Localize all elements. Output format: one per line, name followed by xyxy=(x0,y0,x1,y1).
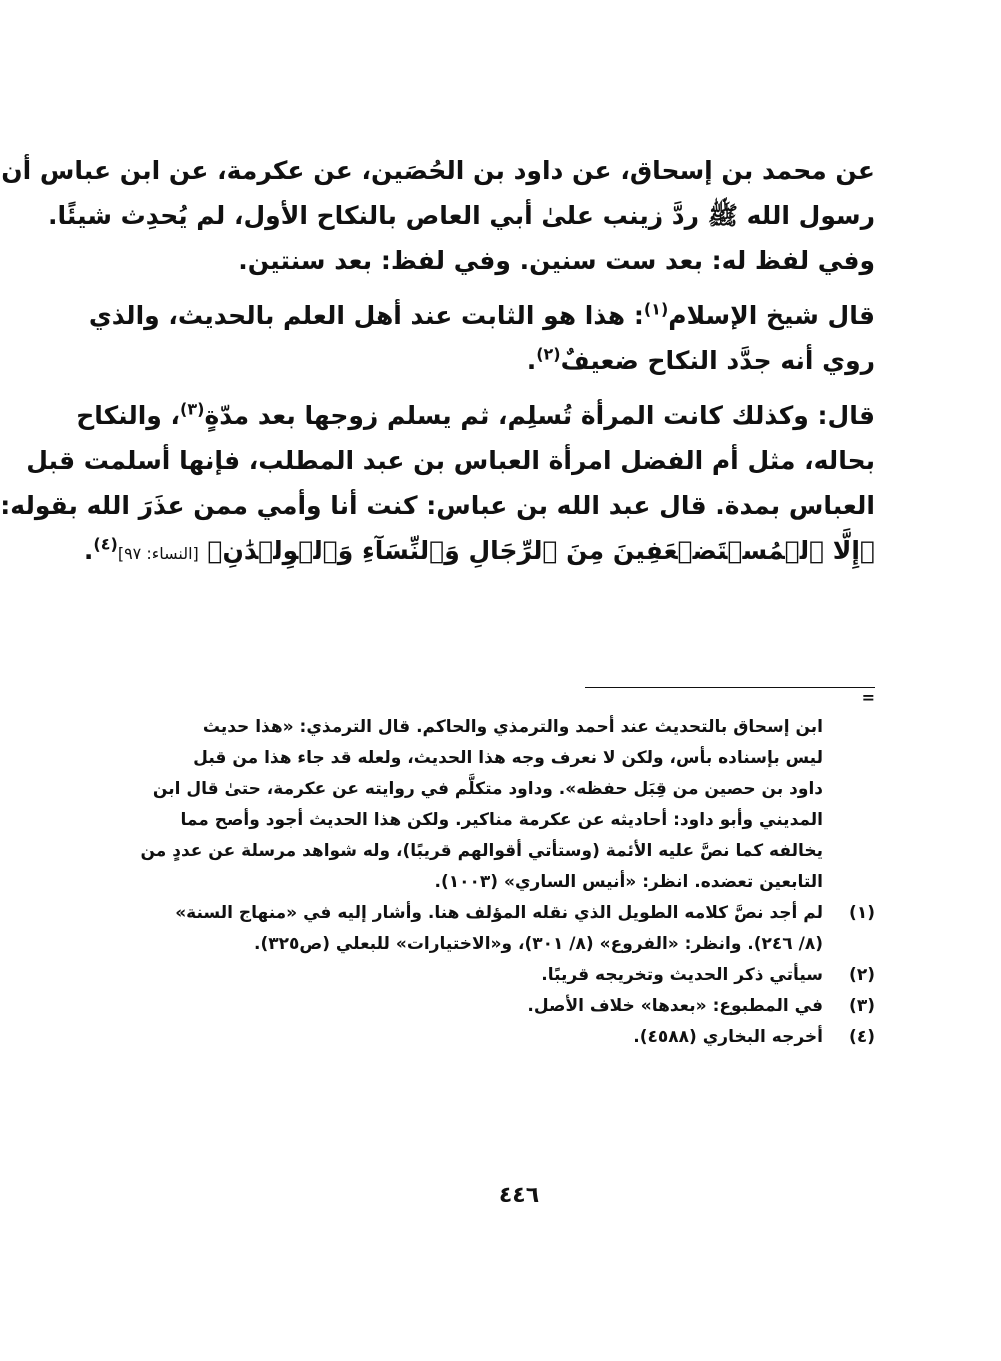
footnote-4 xyxy=(161,1022,875,1053)
paragraph-1-line-3: وفي لفظ له: بعد ست سنين. وفي لفظ: بعد سنتين. xyxy=(238,246,875,275)
quran-verse: ﴿إِلَّا ٱلۡمُسۡتَضۡعَفِينَ مِنَ ٱلرِّجَالِ وَٱلنِّسَآءِ وَٱلۡوِلۡدَٰنِ﴾ xyxy=(207,536,875,565)
footnote-line: في المطبوع: «بعدها» خلاف الأصل. xyxy=(527,996,823,1016)
footnote-ref-4: (٤) xyxy=(93,534,118,554)
paragraph-3-line-1-a: : وكذلك كانت المرأة تُسلِم، ثم يسلم زوجها بعد مدّةٍ xyxy=(204,401,828,430)
paragraph-2-end: . xyxy=(526,346,537,375)
paragraph-2-line-1 xyxy=(88,293,875,338)
footnote-ref-3: (٣) xyxy=(180,399,205,419)
footnote-number: (٤) xyxy=(849,1027,875,1047)
footnotes xyxy=(140,712,875,1053)
main-text xyxy=(0,148,875,586)
paragraph-1-line-1: عن محمد بن إسحاق، عن داود بن الحُصَين، عن عكرمة، عن ابن عباس أن xyxy=(1,156,875,185)
footnote-ref-1: (١) xyxy=(643,299,669,319)
footnote-number: (١) xyxy=(849,903,875,923)
page-number: ٤٤٦ xyxy=(498,1183,540,1208)
paragraph-3-line-1-b: ، والنكاح xyxy=(76,401,181,430)
footnote-1 xyxy=(161,898,875,960)
quran-reference: [النساء: ٩٧] xyxy=(117,544,199,563)
paragraph-1-line-2: رسول الله ﷺ ردَّ زينب علىٰ أبي العاص بالنكاح الأول، لم يُحدِث شيئًا. xyxy=(48,201,875,230)
footnote-continuation-line: ابن إسحاق بالتحديث عند أحمد والترمذي والحاكم. قال الترمذي: «هذا حديث xyxy=(202,717,823,737)
paragraph-3-end: . xyxy=(83,536,94,565)
footnote-continuation xyxy=(140,712,875,898)
paragraph-2-line-1-text: : هذا هو الثابت عند أهل العلم بالحديث، والذي xyxy=(88,301,644,330)
paragraph-1 xyxy=(1,148,875,283)
paragraph-3-line-2: بحاله، مثل أم الفضل امرأة العباس بن عبد المطلب، فإنها أسلمت قبل xyxy=(26,446,875,475)
footnote-3 xyxy=(161,991,875,1022)
footnote-ref-2: (٢) xyxy=(536,344,561,364)
footnote-line: أخرجه البخاري (٤٥٨٨). xyxy=(633,1027,823,1047)
paragraph-3 xyxy=(0,393,875,576)
footnote-continuation-line: التابعين تعضده. انظر: «أنيس الساري» (١٠٠٣). xyxy=(434,872,823,892)
footnote-continuation-line: المديني وأبو داود: أحاديثه عن عكرمة مناكير. ولكن هذا الحديث أجود وأصح مما xyxy=(180,810,823,830)
paragraph-2-line-2-text: روي أنه جدَّد النكاح ضعيفٌ xyxy=(560,346,875,375)
footnote-number: (٢) xyxy=(849,965,875,985)
footnote-continuation-line: داود بن حصين من قِبَل حفظه». وداود متكلَّم في روايته عن عكرمة، حتىٰ قال ابن xyxy=(152,779,823,799)
paragraph-3-line-1 xyxy=(76,393,875,438)
paragraph-2 xyxy=(88,293,875,383)
speaker-label-2: قال xyxy=(827,401,875,430)
footnote-number: (٣) xyxy=(849,996,875,1016)
footnote-continuation-line: ليس بإسناده بأس، ولكن لا نعرف وجه هذا الحديث، ولعله قد جاء هذا من قبل xyxy=(193,748,823,768)
paragraph-3-line-4 xyxy=(83,528,875,576)
footnote-separator xyxy=(585,687,875,688)
footnote-continuation-line: يخالفه كما نصَّ عليه الأئمة (وستأتي أقوالهم قريبًا)، وله شواهد مرسلة عن عددٍ من xyxy=(140,841,823,861)
footnote-line: لم أجد نصَّ كلامه الطويل الذي نقله المؤلف هنا. وأشار إليه في «منهاج السنة» xyxy=(175,903,823,923)
footnote-line: سيأتي ذكر الحديث وتخريجه قريبًا. xyxy=(541,965,823,985)
speaker-label: قال شيخ الإسلام xyxy=(668,301,875,330)
footnote-line: (٨/ ٢٤٦). وانظر: «الفروع» (٨/ ٣٠١)، و«الاختيارات» للبعلي (ص٣٢٥). xyxy=(254,934,823,954)
footnote-continuation-mark: = xyxy=(861,688,875,707)
paragraph-3-line-3: العباس بمدة. قال عبد الله بن عباس: كنت أنا وأمي ممن عذَرَ الله بقوله: xyxy=(0,491,875,520)
footnote-2 xyxy=(161,960,875,991)
paragraph-2-line-2 xyxy=(157,338,875,383)
